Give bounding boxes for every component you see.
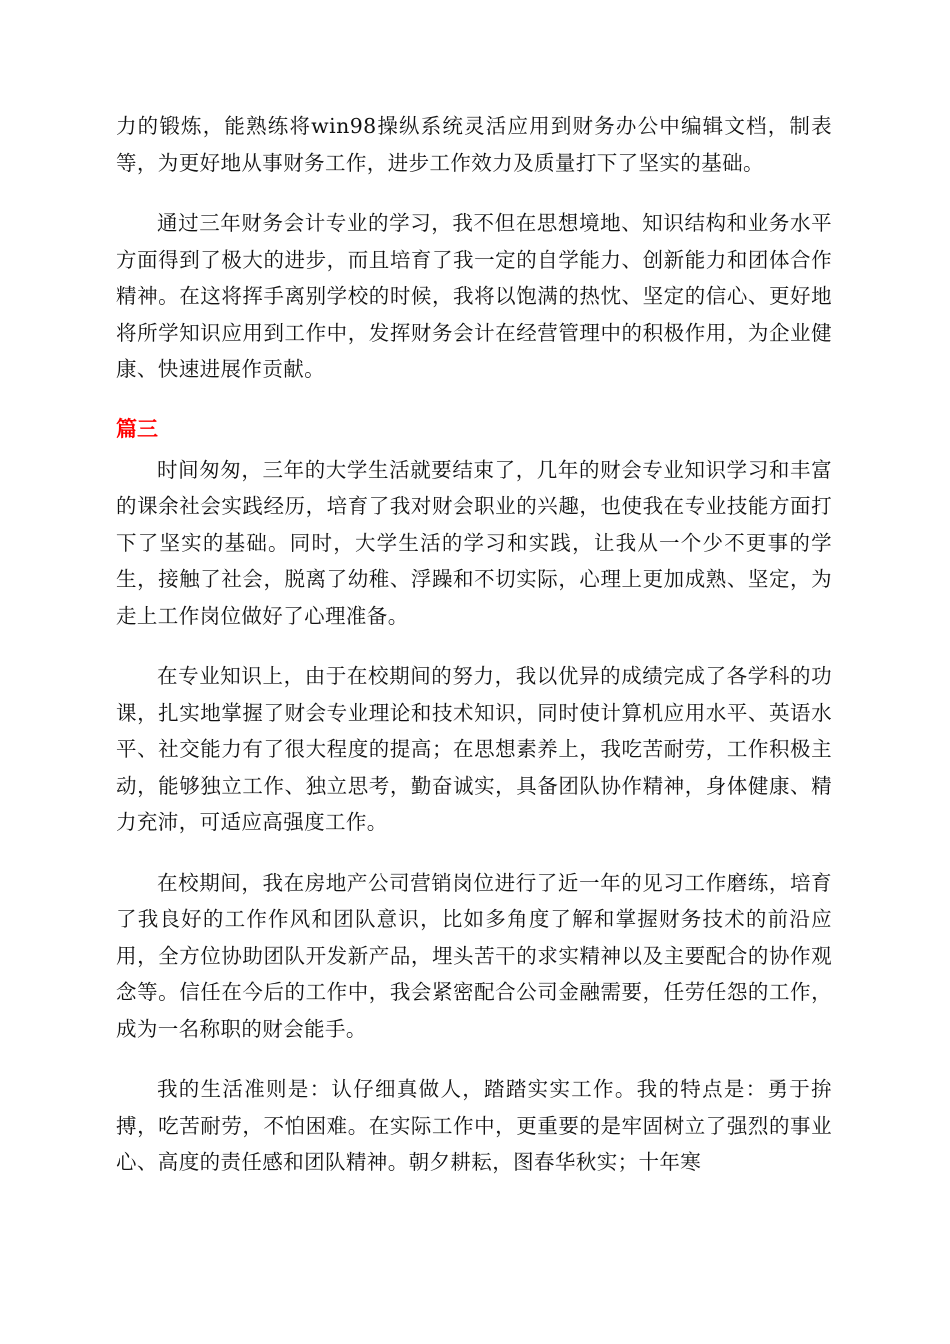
section-heading: 篇三 [116,416,158,441]
paragraph-life-principles: 我的生活准则是：认仔细真做人，踏踏实实工作。我的特点是：勇于拚搏，吃苦耐劳，不怕困难。在实际工作中，更重要的是牢固树立了强烈的事业心、高度的责任感和团队精神。朝夕耕耘，图春华秋实；十年寒 [116,1077,832,1174]
paragraph-continued: 力的锻炼，能熟练将win98操纵系统灵活应用到财务办公中编辑文档，制表等，为更好地从事财务工作，进步工作效力及质量打下了坚实的基础。 [116,114,832,175]
paragraph-study-summary: 通过三年财务会计专业的学习，我不但在思想境地、知识结构和业务水平方面得到了极大的进步，而且培育了我一定的自学能力、创新能力和团体合作精神。在这将挥手离别学校的时候，我将以饱满的热忱、坚定的信心、更好地将所学知识应用到工作中，发挥财务会计在经营管理中的积极作用，为企业健康、快速进展作贡献。 [116,211,832,381]
paragraph-professional-knowledge: 在专业知识上，由于在校期间的努力，我以优异的成绩完成了各学科的功课，扎实地掌握了财会专业理论和技术知识，同时使计算机应用水平、英语水平、社交能力有了很大程度的提高；在思想素养上，我吃苦耐劳，工作积极主动，能够独立工作、独立思考，勤奋诚实，具备团队协作精神，身体健康、精力充沛，可适应高强度工作。 [116,664,832,834]
paragraph-internship: 在校期间，我在房地产公司营销岗位进行了近一年的见习工作磨练，培育了我良好的工作作风和团队意识，比如多角度了解和掌握财务技术的前沿应用，全方位协助团队开发新产品，埋头苦干的求实精神以及主要配合的协作观念等。信任在今后的工作中，我会紧密配合公司金融需要，任劳任怨的工作，成为一名称职的财会能手。 [116,870,832,1041]
paragraph-college-life: 时间匆匆，三年的大学生活就要结束了，几年的财会专业知识学习和丰富的课余社会实践经历，培育了我对财会职业的兴趣，也使我在专业技能方面打下了坚实的基础。同时，大学生活的学习和实践，让我从一个少不更事的学生，接触了社会，脱离了幼稚、浮躁和不切实际，心理上更加成熟、坚定，为走上工作岗位做好了心理准备。 [116,457,832,628]
